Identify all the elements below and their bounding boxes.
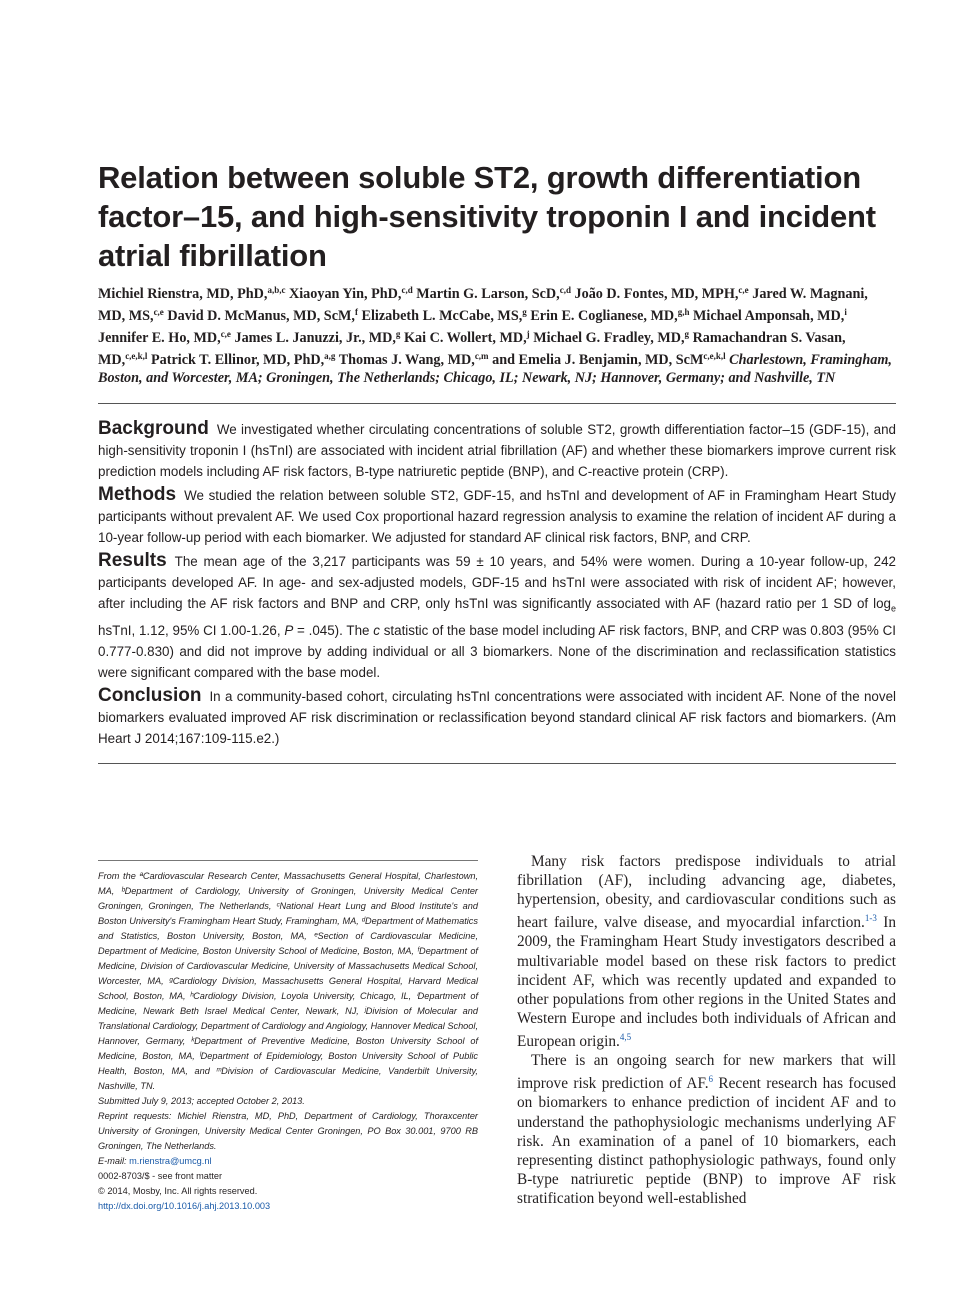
body-text: Recent research has focused on biomarkers to enhance prediction of incident AF and to understand the pathophysiologic mechanisms underlying AF risk. An examination of a panel of 10 biomarkers, each representing distinct pathophysiologic pathways, found only B-type natriuretic peptide (BNP) to improve AF risk stratification beyond well-established xyxy=(517,1075,896,1207)
author-affiliation-marker: g,h xyxy=(677,307,690,317)
abstract-text: statistic of the base model including AF risk factors, BNP, and CRP was 0.803 (95% CI 0.777-0.830) and did not improve by adding individual or all 3 biomarkers. None of the discrimination and reclassification statistics were significant compared with the base model. xyxy=(98,622,896,680)
citation-link[interactable]: 1-3 xyxy=(864,913,877,924)
paragraph xyxy=(517,852,896,1051)
author-affiliation-marker: c,m xyxy=(474,351,489,361)
author-affiliation-marker: a,b,c xyxy=(267,285,286,295)
author-name: Elizabeth L. McCabe, MS, xyxy=(361,308,523,324)
author-name: David D. McManus, MD, ScM, xyxy=(167,308,355,324)
abstract-text: = .045). The xyxy=(293,622,374,638)
copyright: © 2014, Mosby, Inc. All rights reserved. xyxy=(98,1186,258,1196)
email-link[interactable]: m.rienstra@umcg.nl xyxy=(129,1156,212,1166)
author-affiliation-marker: i xyxy=(844,307,847,317)
author-name: and Emelia J. Benjamin, MD, ScM xyxy=(492,352,704,368)
author-name: Michael Amponsah, MD, xyxy=(693,308,845,324)
abstract-conclusion xyxy=(98,685,896,749)
author-name: Patrick T. Ellinor, MD, PhD, xyxy=(150,352,325,368)
subscript: e xyxy=(890,603,896,614)
author-affiliation-marker: c,e,k,l xyxy=(703,351,726,361)
author-name: Michiel Rienstra, MD, PhD, xyxy=(98,286,268,302)
section-heading: Conclusion xyxy=(98,684,202,706)
abstract-text: The mean age of the 3,217 participants was 59 ± 10 years, and 54% were women. During a 10-year follow-up, 242 participants developed AF. In age- and sex-adjusted models, GDF-15 and hsTnI were associated with risk of incident AF; however, after including the AF risk factors and BNP and CRP, only hsTnI was significantly associated with AF (hazard ratio per 1 SD of log xyxy=(98,554,896,611)
email-line xyxy=(98,1154,478,1169)
abstract-background xyxy=(98,418,896,482)
author-affiliation-marker: g xyxy=(684,329,690,339)
author-affiliation-marker: g xyxy=(522,307,527,317)
body-text: There is an ongoing search for new markers that will improve risk prediction of AF. xyxy=(517,1052,896,1093)
paragraph xyxy=(517,1051,896,1208)
divider xyxy=(98,763,896,764)
author-locations: Charlestown, Framingham, Boston, and Worcester, MA; Groningen, The Netherlands; Chicago, IL; Newark, NJ; Hannover, Germany; and Nashville, TN xyxy=(98,352,892,386)
section-heading: Methods xyxy=(98,484,177,505)
author-affiliation-marker: c,e xyxy=(738,285,749,295)
abstract-methods xyxy=(98,484,896,548)
author-affiliation-marker: c,e xyxy=(153,307,164,317)
author-name: João D. Fontes, MD, MPH, xyxy=(574,286,739,302)
citation-link[interactable]: 6 xyxy=(708,1074,714,1085)
author-name: Jennifer E. Ho, MD, xyxy=(98,330,221,346)
author-affiliation-marker: c,d xyxy=(401,285,413,295)
reprint-requests: Reprint requests: Michiel Rienstra, MD, PhD, Department of Cardiology, Thoraxcenter University of Groningen, University Medical Center Groningen, PO Box 30.001, 9700 RB Groningen, The Netherlands. xyxy=(98,1111,478,1151)
italic-p: P xyxy=(284,622,294,638)
issn: 0002-8703/$ - see front matter xyxy=(98,1171,223,1181)
article-title: Relation between soluble ST2, growth differentiation factor–15, and high-sensitivity troponin I and incident atrial fibrillation xyxy=(98,160,876,273)
abstract-text: We studied the relation between soluble ST2, GDF-15, and hsTnI and development of AF in Framingham Heart Study participants without prevalent AF. We used Cox proportional hazard regression analysis to examine the relation of incident AF during a 10-year follow-up period with each biomarker. We adjusted for standard AF clinical risk factors, BNP, and CRP. xyxy=(98,488,896,545)
author-affiliation-marker: c,d xyxy=(559,285,571,295)
author-name: Michael G. Fradley, MD, xyxy=(533,330,685,346)
abstract-text: We investigated whether circulating concentrations of soluble ST2, growth differentiation factor–15 (GDF-15), and high-sensitivity troponin I (hsTnI) are associated with incident atrial fibrillation (AF) and whether these biomarkers improve current risk prediction models including AF risk factors, B-type natriuretic peptide (BNP), and C-reactive protein (CRP). xyxy=(98,422,896,479)
footnote-column xyxy=(98,860,478,1214)
author-affiliation-marker: f xyxy=(354,307,358,317)
italic-c: c xyxy=(373,622,380,638)
author-name: Thomas J. Wang, MD, xyxy=(338,352,475,368)
author-affiliation-marker: c,e,k,l xyxy=(125,351,148,361)
affiliations: From the ªCardiovascular Research Center, Massachusetts General Hospital, Charlestown, MA, ᵇDepartment of Cardiology, University of Groningen, University Medical Center Groningen, Groningen, The Netherlands, ᶜNational Heart Lung and Blood Institute's and Boston University's Framingham Heart Study, Framingham, MA, ᵈDepartment of Mathematics and Statistics, Boston University, Boston, MA, ᵉSection of Cardiovascular Medicine, Department of Medicine, Boston University School of Medicine, Boston, MA, ᶠDepartment of Medicine, Division of Cardiovascular Medicine, University of Massachusetts Medical School, Worcester, MA, ᵍCardiology Division, Massachusetts General Hospital, Harvard Medical School, Boston, MA, ʰCardiology Division, Loyola University, Chicago, IL, ⁱDepartment of Medicine, Newark Beth Israel Medical Center, Newark, NJ, ʲDivision of Molecular and Translational Cardiology, Department of Cardiology and Angiology, Hannover Medical School, Hannover, Germany, ᵏDepartment of Preventive Medicine, Boston University School of Medicine, Boston, MA, ˡDepartment of Epidemiology, Boston University School of Public Health, Boston, MA, and ᵐDivision of Cardiovascular Medicine, Vanderbilt University, Nashville, TN. xyxy=(98,871,478,1091)
author-affiliation-marker: a,g xyxy=(324,351,336,361)
citation-link[interactable]: 4,5 xyxy=(619,1031,632,1042)
doi-link[interactable]: http://dx.doi.org/10.1016/j.ahj.2013.10.003 xyxy=(98,1201,271,1211)
section-heading: Background xyxy=(98,418,209,439)
section-heading: Results xyxy=(98,550,167,571)
divider xyxy=(98,403,896,404)
author-name: Xiaoyan Yin, PhD, xyxy=(288,286,402,302)
email-label: E-mail: xyxy=(98,1156,130,1166)
author-affiliation-marker: c,e xyxy=(220,329,231,339)
submitted-date: Submitted July 9, 2013; accepted October 2, 2013. xyxy=(98,1096,305,1106)
abstract xyxy=(98,418,896,749)
article-header xyxy=(98,150,896,764)
author-name: Erin E. Coglianese, MD, xyxy=(530,308,678,324)
author-affiliation-marker: j xyxy=(526,329,530,339)
abstract-results xyxy=(98,550,896,683)
abstract-text: hsTnI, 1.12, 95% CI 1.00-1.26, xyxy=(98,622,285,638)
author-name: Martin G. Larson, ScD, xyxy=(416,286,560,302)
author-name: Ramachandran S. Vasan, MD, xyxy=(98,330,846,368)
author-name: James L. Januzzi, Jr., MD, xyxy=(234,330,396,346)
author-affiliation-marker: g xyxy=(395,329,401,339)
body-text: Many risk factors predispose individuals to atrial fibrillation (AF), including advancing age, diabetes, hypertension, obesity, and cardiovascular conditions such as heart failure, valve disease, and myocardial infarction. xyxy=(517,853,896,932)
author-name: Kai C. Wollert, MD, xyxy=(403,330,527,346)
author-list xyxy=(98,281,896,387)
body-text: In 2009, the Framingham Heart Study investigators described a multivariable model based on these risk factors to predict incident AF, which was recently updated and expanded to other populations from other regions in the United States and Western Europe and includes both individuals of African and European origin. xyxy=(517,914,896,1051)
abstract-text: In a community-based cohort, circulating hsTnI concentrations were associated with incident AF. None of the novel biomarkers evaluated improved AF risk discrimination or reclassification beyond standard clinical AF risk factors and biomarkers. (Am Heart J 2014;167:109-115.e2.) xyxy=(98,688,896,746)
author-name: Jared W. Magnani, MD, MS, xyxy=(98,286,868,324)
body-text-column xyxy=(517,852,896,1208)
